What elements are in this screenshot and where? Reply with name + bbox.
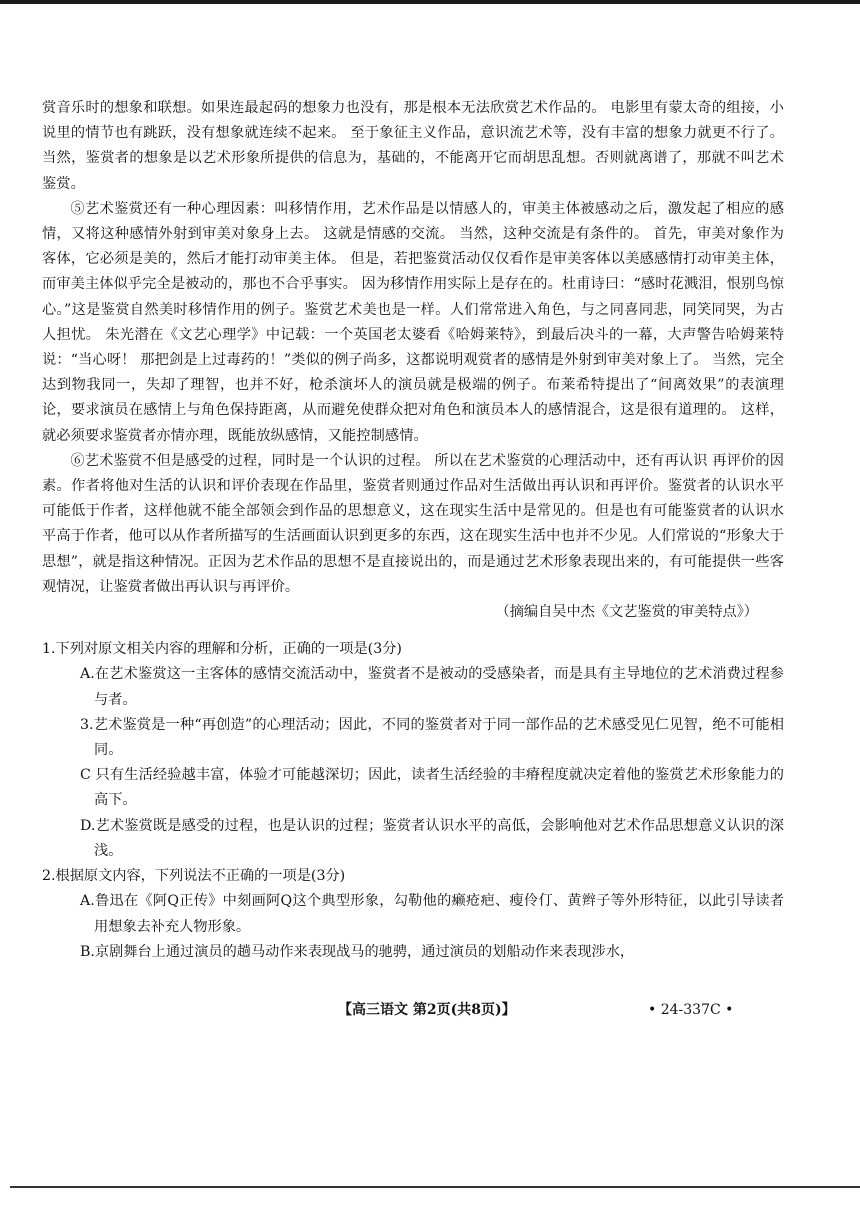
question-1 [42, 637, 784, 864]
option-a[interactable]: A.在艺术鉴赏这一主客体的感情交流活动中，鉴赏者不是被动的受感染者，而是具有主导地位的艺术消费过程参与者。 [80, 666, 784, 708]
bottom-border-rule [10, 1186, 860, 1188]
passage-paragraph-1: 赏音乐时的想象和联想。如果连最起码的想象力也没有，那是根本无法欣赏艺术作品的。 电影里有蒙太奇的组接，小说里的情节也有跳跃，没有想象就连续不起来。 至于象征主义作品，意识流艺术等，没有丰富的想象力就更不行了。 当然，鉴赏者的想象是以艺术形象所提供的信息为，基础的，不能离开它而胡思乱想。否则就离谱了，那就不叫艺术鉴赏。 [42, 100, 784, 192]
option-c[interactable]: C 只有生活经验越丰富，体验才可能越深切；因此，读者生活经验的丰瘠程度就决定着他的鉴赏艺术形象能力的高下。 [80, 767, 784, 809]
question-stem: 2.根据原文内容，下列说法不正确的一项是(3分) [42, 868, 346, 885]
question-2 [42, 864, 784, 965]
question-stem: 1.下列对原文相关内容的理解和分析，正确的一项是(3分) [42, 641, 402, 658]
option-b[interactable]: B.京剧舞台上通过演员的趟马动作来表现战马的驰骋，通过演员的划船动作来表现涉水， [80, 943, 635, 960]
passage-paragraph-2: ⑤艺术鉴赏还有一种心理因素：叫移情作用，艺术作品是以情感人的，审美主体被感动之后，激发起了相应的感情，又将这种感情外射到审美对象身上去。 这就是情感的交流。 当然，这种交流是有条件的。 首先，审美对象作为客体，它必须是美的，然后才能打动审美主体。 但是，若把鉴赏活动仅仅看作是审美客体以美感感情打动审美主体，而审美主体似乎完全是被动的，那也不合乎事实。 因为移情作用实际上是存在的。杜甫诗曰：“感时花溅泪，恨别鸟惊心。”这是鉴赏自然美时移情作用的例子。鉴赏艺术美也是一样。人们常常进入角色，与之同喜同悲，同笑同哭，为古人担忧。 朱光潜在《文艺心理学》中记载：一个英国老太婆看《哈姆莱特》，到最后决斗的一幕，大声警告哈姆莱特说：“当心呀！ 那把剑是上过毒药的！”类似的例子尚多，这都说明观赏者的感情是外射到审美对象上了。 当然，完全达到物我同一，失却了理智，也并不好，枪杀演坏人的演员就是极端的例子。布莱希特提出了“间离效果”的表演理论，要求演员在感情上与角色保持距离，从而避免使群众把对角色和演员本人的感情混合，这是很有道理的。 这样，就必须要求鉴赏者亦情亦理，既能放纵感情，又能控制感情。 [42, 200, 784, 444]
reading-passage [42, 96, 784, 625]
option-b[interactable]: 3.艺术鉴赏是一种“再创造”的心理活动；因此，不同的鉴赏者对于同一部作品的艺术感受见仁见智，绝不可能相同。 [80, 716, 784, 759]
option-d[interactable]: D.艺术鉴赏既是感受的过程，也是认识的过程；鉴赏者认识水平的高低，会影响他对艺术作品思想意义认识的深浅。 [80, 817, 784, 859]
document-page [42, 96, 784, 965]
passage-source-citation: （摘编自吴中杰《文艺鉴赏的审美特点》） [495, 604, 758, 621]
option-a[interactable]: A.鲁迅在《阿Q正传》中刻画阿Q这个典型形象，勾勒他的癞疮疤、瘦伶仃、黄辫子等外形特征，以此引导读者用想象去补充人物形象。 [80, 893, 784, 935]
option-list [42, 889, 784, 965]
top-border-rule [0, 0, 860, 4]
passage-paragraph-3: ⑥艺术鉴赏不但是感受的过程，同时是一个认识的过程。 所以在艺术鉴赏的心理活动中，还有再认识 再评价的因素。作者将他对生活的认识和评价表现在作品里，鉴赏者则通过作品对生活做出再认识和再评价。鉴赏者的认识水平可能低于作者，这样他就不能全部领会到作品的思想意义，这在现实生活中是常见的。但是也有可能鉴赏者的认识水平高于作者，他可以从作者所描写的生活画面认识到更多的东西，这在现实生活中也并不少见。人们常说的“形象大于思想”，就是指这种情况。正因为艺术作品的思想不是直接说出的，而是通过艺术形象表现出来的，有可能提供一些客观情况，让鉴赏者做出再认识与再评价。 [42, 452, 784, 595]
question-list [42, 637, 784, 965]
option-list [42, 662, 784, 864]
footer-page-label: 【高三语文 第2页(共8页)】 [338, 1002, 516, 1018]
footer-exam-code: • 24-337C • [648, 1002, 734, 1018]
